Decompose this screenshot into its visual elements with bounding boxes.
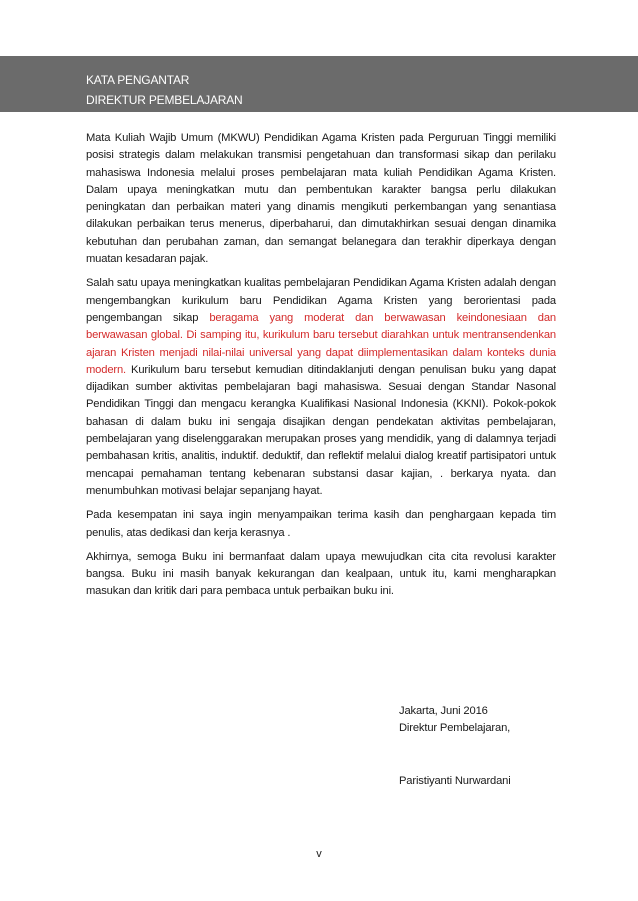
signature-place-date: Jakarta, Juni 2016 <box>399 705 488 717</box>
page-number: v <box>316 848 322 860</box>
paragraph-2-end: Kurikulum baru tersebut kemudian ditindaklanjuti dengan penulisan buku yang dapat dijadikan sumber aktivitas pembelajaran bagi mahasiswa. Sesuai dengan Standar Nasonal Pendidikan Tinggi dan mengacu kerangka Kualifikasi Nasional Indonesia (KKNI). Pokok-pokok bahasan di dalam buku ini sengaja disajikan dengan pendekatan aktivitas pembelajaran, pembelajaran yang diselenggarakan merupakan proses yang mendidik, yang di dalamnya terjadi pembahasan kritis, analitis, induktif. deduktif, dan reflektif melalui dialog kreatif partisipatori untuk mencapai pemahaman tentang kebenaran substansi dasar kajian, . berkarya nyata. dan menumbuhkan motivasi belajar sepanjang hayat. <box>86 363 556 497</box>
paragraph-3: Pada kesempatan ini saya ingin menyampaikan terima kasih dan penghargaan kepada tim penulis, atas dedikasi dan kerja kerasnya . <box>86 509 556 539</box>
paragraph-2 <box>86 275 556 500</box>
paragraph-1: Mata Kuliah Wajib Umum (MKWU) Pendidikan Agama Kristen pada Perguruan Tinggi memiliki posisi strategis dalam melakukan transmisi pengetahuan dan transformasi sikap dan perilaku mahasiswa Indonesia melalui proses pembelajaran mata kuliah Pendidikan Agama Kristen. Dalam upaya meningkatkan mutu dan pembentukan karakter bangsa perlu dilakukan peningkatan dan perbaikan materi yang dinamis mengikuti perkembangan yang senantiasa dilakukan perbaikan terus menerus, diperbaharui, dan dimutakhirkan sesuai dengan dinamika kebutuhan dan perubahan zaman, dan semangat belanegara dan terakhir diperkaya dengan muatan kesadaran pajak. <box>86 132 556 266</box>
signature-name: Paristiyanti Nurwardani <box>399 775 511 787</box>
page-subtitle: DIREKTUR PEMBELAJARAN <box>86 93 243 107</box>
paragraph-2-start: Salah satu upaya meningkatkan kualitas pembelajaran Pendidikan Agama Kristen adalah dengan mengembangkan kurikulum baru Pendidikan Agama Kristen yang berorientasi pada pengembangan sikap <box>86 277 556 324</box>
paragraph-4: Akhirnya, semoga Buku ini bermanfaat dalam upaya mewujudkan cita cita revolusi karakter bangsa. Buku ini masih banyak kekurangan dan kealpaan, untuk itu, kami mengharapkan masukan dan kritik dari para pembaca untuk perbaikan buku ini. <box>86 550 556 598</box>
header-banner <box>0 56 638 112</box>
page-title: KATA PENGANTAR <box>86 73 190 87</box>
paragraph-2-highlight: beragama yang moderat dan berwawasan keindonesiaan dan berwawasan global. Di samping itu, kurikulum baru tersebut diarahkan untuk mentransendenkan ajaran Kristen menjadi nilai-nilai universal yang dapat diimplementasikan dalam konteks dunia modern. <box>86 311 557 376</box>
signature-position: Direktur Pembelajaran, <box>399 722 511 734</box>
body-text <box>86 130 556 608</box>
